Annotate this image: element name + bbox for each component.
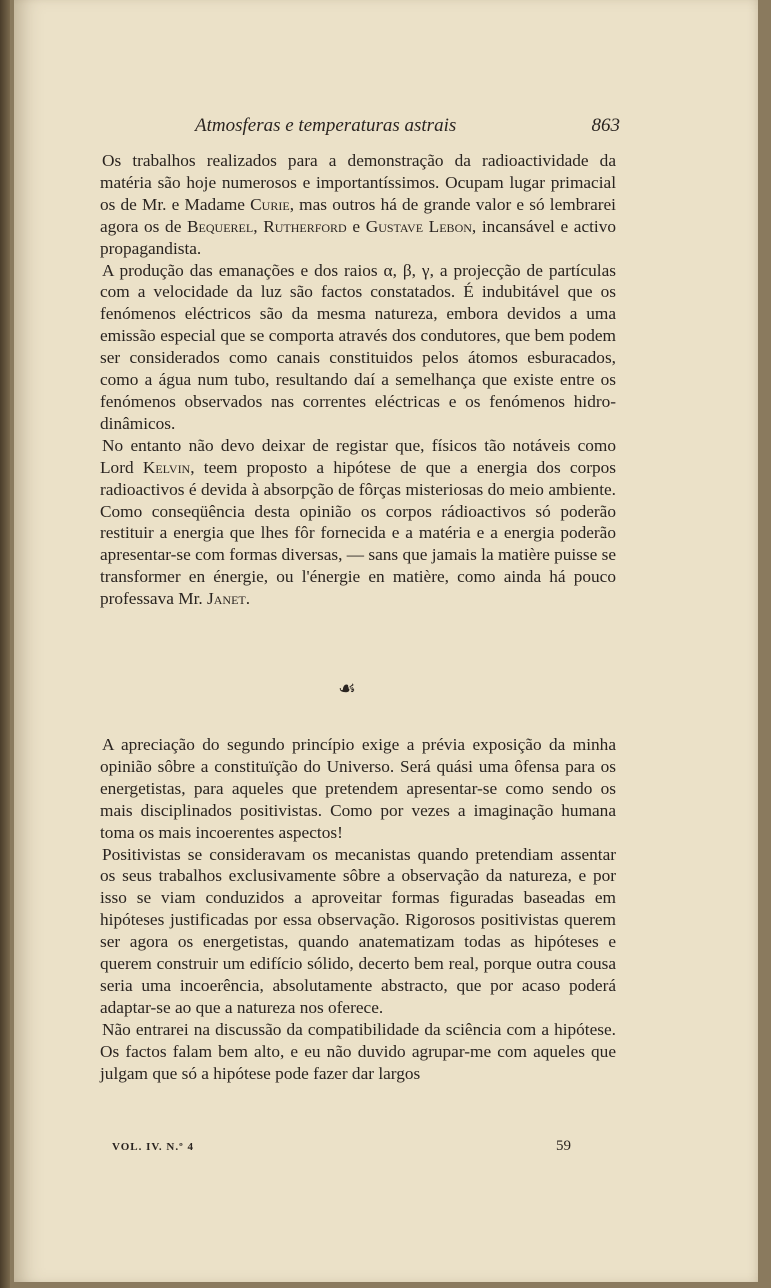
paragraph-hypothesis: Não entrarei na discussão da compatibilidade da sciência com a hipótese. Os factos falam bem alto, e eu não duvido agrupar-me com aqueles que julgam que só a hipótese pode fazer dar largos [100,1019,616,1083]
page-number: 863 [591,115,620,136]
paragraph-radioactivity: Os trabalhos realizados para a demonstração da radioactividade da matéria são hoje numerosos e importantíssimos. Ocupam lugar primacial os de Mr. e Madame Curie, mas outros há de grande valor e só lembrarei agora os de Bequerel, Rutherford e Gustave Lebon, incansável e activo propagandista. [100,151,617,258]
name-curie: Curie [250,194,290,214]
running-header [195,115,620,141]
volume-mark: VOL. IV. N.º 4 [112,1141,194,1153]
paragraph-second-principle: A apreciação do segundo princípio exige a prévia exposição da minha opinião sôbre a constituïção do Universo. Será quási uma ôfensa para os energetistas, para aqueles que pretendem apresentar-se como sendo os mais disciplinados positivistas. Como por vezes a imaginação humana toma os mais incoerentes aspectos! [100,735,616,842]
name-bequerel: Bequerel [187,216,254,236]
name-rutherford: Rutherford [263,216,347,236]
name-kelvin: Kelvin [142,457,191,477]
running-title: Atmosferas e temperaturas astrais [195,115,457,136]
paragraph-positivists: Positivistas se consideravam os mecanistas quando pretendiam assentar os seus trabalhos exclusivamente sôbre a observação da natureza, e por isso se viam conduzidos a aproveitar formas figuradas baseadas em hipóteses justificadas por essa observação. Rigorosos positivistas querem ser agora os energetistas, quando anatematizam todas as hipóteses e querem construir um edifício sólido, decerto bem real, porque outra cousa seria uma incoerência, absolutamente abstracto, que por acaso poderá adaptar-se ao que a natureza nos oferece. [100,844,616,1017]
name-lebon: Gustave Lebon [365,216,472,236]
paragraph-emanations: A produção das emanações e dos raios α, β, γ, a projecção de partículas com a velocidade da luz são factos constatados. É indubitável que os fenómenos eléctricos são da mesma natureza, embora devidos a uma emissão especial que se comporta através dos condutores, que bem podem ser considerados como canais constituidos pelos átomos esburacados, como a água num tubo, resultando daí a semelhança que existe entre os fenómenos observados nas correntes eléctricas e os fenómenos hidro-dinâmicos. [100,260,616,433]
section-two [100,734,616,1085]
book-gutter [0,0,10,1288]
section-ornament: ☙ [338,678,356,700]
section-one [100,150,616,610]
paragraph-kelvin: No entanto não devo deixar de registar que, físicos tão notáveis como Lord Kelvin, teem proposto a hipótese de que a energia dos corpos radioactivos é devida à absorpção de fôrças misteriosas do meio ambiente. Como conseqüência desta opinião os corpos rádioactivos só poderão restituir a energia que lhes fôr fornecida e a matéria e a energia poderão apresentar-se com formas diversas, — sans que jamais la matière puisse se transformer en énergie, ou l'énergie en matière, como ainda há pouco professava Mr. Janet. [100,435,616,609]
signature-mark: 59 [556,1138,571,1154]
name-janet: Janet [207,589,246,609]
